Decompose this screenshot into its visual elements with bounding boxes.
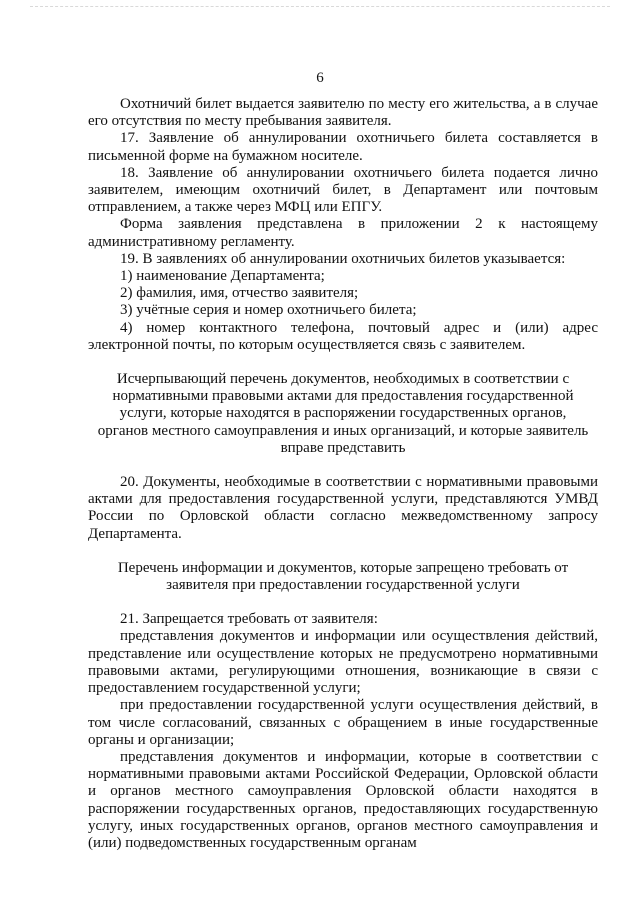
list-item-3: 3) учётные серия и номер охотничьего билета;	[120, 302, 417, 319]
paragraph-21-item-b: при предоставлении государственной услуги осуществления действий, в том числе согласований, связанных с обращением в иные государственные органы и организации;	[88, 697, 598, 748]
spacer	[88, 457, 598, 474]
paragraph-21: 21. Запрещается требовать от заявителя:	[120, 611, 378, 628]
paragraph-hunting-ticket-issue: Охотничий билет выдается заявителю по месту его жительства, а в случае его отсутствия по месту пребывания заявителя.	[88, 96, 598, 130]
paragraph-21-item-c: представления документов и информации, которые в соответствии с нормативными правовыми актами Российской Федерации, Орловской области и органов местного самоуправления Орловской области находятся в распоряжении государственных органов, предоставляющих государственную услугу, иных государственных органов, органов местного самоуправления и (или) подведомственных государственным органам	[88, 748, 598, 851]
paragraph-20: 20. Документы, необходимые в соответствии с нормативными правовыми актами для предоставления государственной услуги, представляются УМВД России по Орловской области согласно межведомственному запросу Департамента.	[88, 474, 598, 542]
paragraph-21-item-a: представления документов и информации или осуществления действий, представление или осуществление которых не предусмотрено нормативными правовыми актами, регулирующими отношения, возникающие в связи с предоставлением государственной услуги;	[88, 628, 598, 697]
paragraph-application-form: Форма заявления представлена в приложении 2 к настоящему административному регламенту.	[88, 216, 598, 250]
scan-artifact-line	[30, 6, 610, 11]
section-heading-documents: Исчерпывающий перечень документов, необходимых в соответствии с нормативными правовыми актами для предоставления государственной услуги, которые находятся в распоряжении государственных органов, органов местного самоуправления и иных организаций, и которые заявитель вправе представить	[97, 371, 589, 456]
paragraph-17: 17. Заявление об аннулировании охотничьего билета составляется в письменной форме на бумажном носителе.	[88, 130, 598, 164]
list-item-2: 2) фамилия, имя, отчество заявителя;	[120, 285, 359, 302]
page-number: 6	[316, 70, 324, 86]
list-item-1: 1) наименование Департамента;	[120, 268, 325, 285]
paragraph-19: 19. В заявлениях об аннулировании охотничьих билетов указывается:	[120, 250, 566, 267]
list-item-4: 4) номер контактного телефона, почтовый адрес и (или) адрес электронной почты, по которым осуществляется связь с заявителем.	[88, 319, 598, 353]
spacer	[88, 594, 598, 611]
paragraph-18: 18. Заявление об аннулировании охотничьего билета подается лично заявителем, имеющим охотничий билет, в Департамент или почтовым отправлением, а также через МФЦ или ЕПГУ.	[88, 164, 598, 216]
spacer	[88, 543, 598, 560]
document-body	[88, 96, 598, 852]
section-heading-prohibited: Перечень информации и документов, которые запрещено требовать от заявителя при предоставлении государственной услуги	[117, 559, 569, 594]
spacer	[88, 354, 598, 371]
